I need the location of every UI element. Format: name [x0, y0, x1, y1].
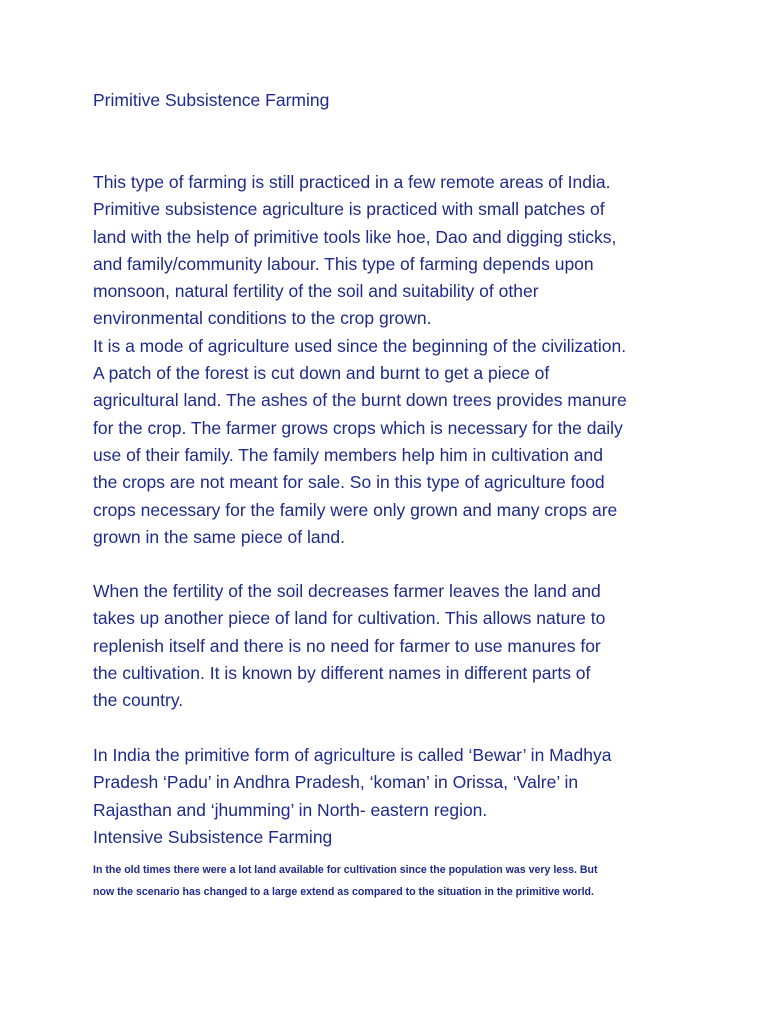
paragraph-regional-names: In India the primitive form of agriculture is called ‘Bewar’ in Madhya Pradesh ‘Padu’ in Andhra Pradesh, ‘koman’ in Orissa, ‘Valre’ in Rajasthan and ‘jhumming’ in North- eastern region. Intensive Subsistence Farming	[93, 745, 612, 847]
paragraph-intro: This type of farming is still practiced in a few remote areas of India. Primitive subsistence agriculture is practiced with small patches of land with the help of primitive tools like hoe, Dao and digging sticks, and family/community labour. This type of farming depends upon monsoon, natural fertility of the soil and suitability of other environmental conditions to the crop grown. It is a mode of agriculture used since the beginning of the civilization. A patch of the forest is cut down and burnt to get a piece of agricultural land. The ashes of the burnt down trees provides manure for the crop. The farmer grows crops which is necessary for the daily use of their family. The family members help him in cultivation and the crops are not meant for sale. So in this type of agriculture food crops necessary for the family were only grown and many crops are grown in the same piece of land.	[93, 172, 627, 547]
footnote-text: In the old times there were a lot land available for cultivation since the population was very less. But now the scenario has changed to a large extend as compared to the situation in the primitive world.	[93, 864, 598, 898]
paragraph-fertility: When the fertility of the soil decreases farmer leaves the land and takes up another piece of land for cultivation. This allows nature to replenish itself and there is no need for farmer to use manures for the cultivation. It is known by different names in different parts of the country.	[93, 581, 606, 711]
document-title: Primitive Subsistence Farming	[93, 90, 330, 110]
